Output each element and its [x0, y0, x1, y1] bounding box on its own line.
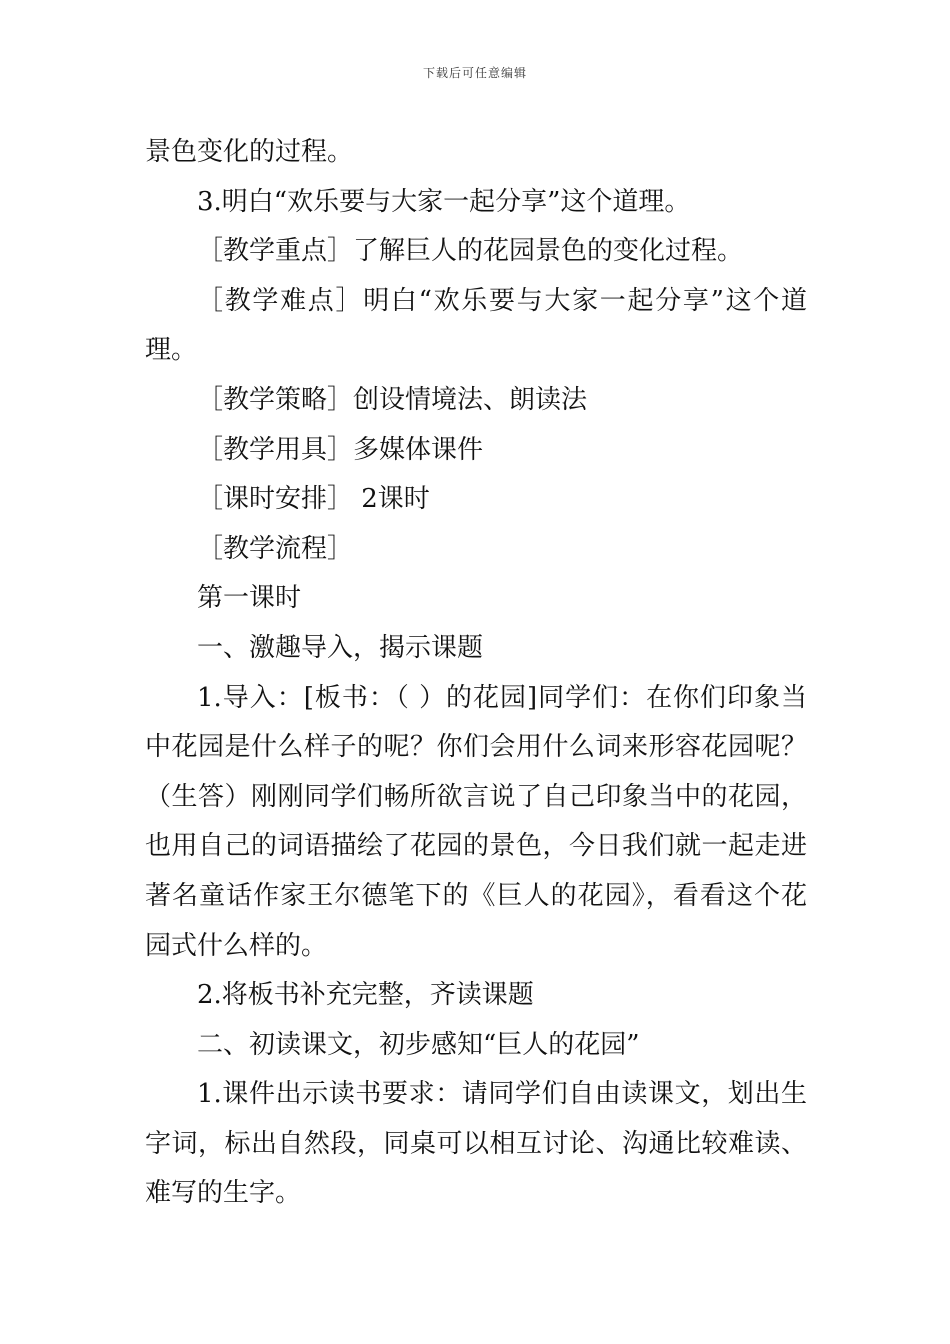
text-line: ［教学策略］创设情境法、朗读法: [197, 384, 588, 415]
text-line: 3.明白“欢乐要与大家一起分享”这个道理。: [197, 186, 691, 217]
document-body: [145, 128, 807, 1219]
text-line: 一、激趣导入，揭示课题: [197, 632, 484, 663]
page-header: 下载后可任意编辑: [422, 66, 527, 80]
text-line: （生答）刚刚同学们畅所欲言说了自己印象当中的花园，: [145, 781, 807, 812]
text-line: ［教学重点］了解巨人的花园景色的变化过程。: [197, 236, 744, 267]
text-line: ［教学流程］: [197, 533, 354, 564]
text-line: ［课时安排］ 2课时: [197, 484, 430, 515]
text-line: 理。: [145, 335, 198, 366]
text-line: 难写的生字。: [145, 1178, 302, 1209]
text-line: 字词，标出自然段，同桌可以相互讨论、沟通比较难读、: [145, 1128, 807, 1159]
text-line: 园式什么样的。: [145, 930, 328, 961]
text-line: 1.导入：[板书：（ ）的花园]同学们：在你们印象当: [197, 682, 807, 713]
text-line: 第一课时: [197, 583, 302, 614]
text-line: 著名童话作家王尔德笔下的《巨人的花园》，看看这个花: [145, 880, 807, 911]
text-line: 2.将板书补充完整，齐读课题: [197, 980, 534, 1011]
text-line: 二、初读课文，初步感知“巨人的花园”: [197, 1029, 640, 1060]
text-line: ［教学用具］多媒体课件: [197, 434, 484, 465]
text-line: ［教学难点］明白“欢乐要与大家一起分享”这个道: [197, 285, 807, 316]
text-line: 景色变化的过程。: [145, 137, 354, 167]
text-line: 也用自己的词语描绘了花园的景色，今日我们就一起走进: [145, 831, 807, 862]
text-line: 1.课件出示读书要求：请同学们自由读课文，划出生: [197, 1079, 807, 1110]
text-line: 中花园是什么样子的呢？你们会用什么词来形容花园呢？: [145, 732, 807, 763]
